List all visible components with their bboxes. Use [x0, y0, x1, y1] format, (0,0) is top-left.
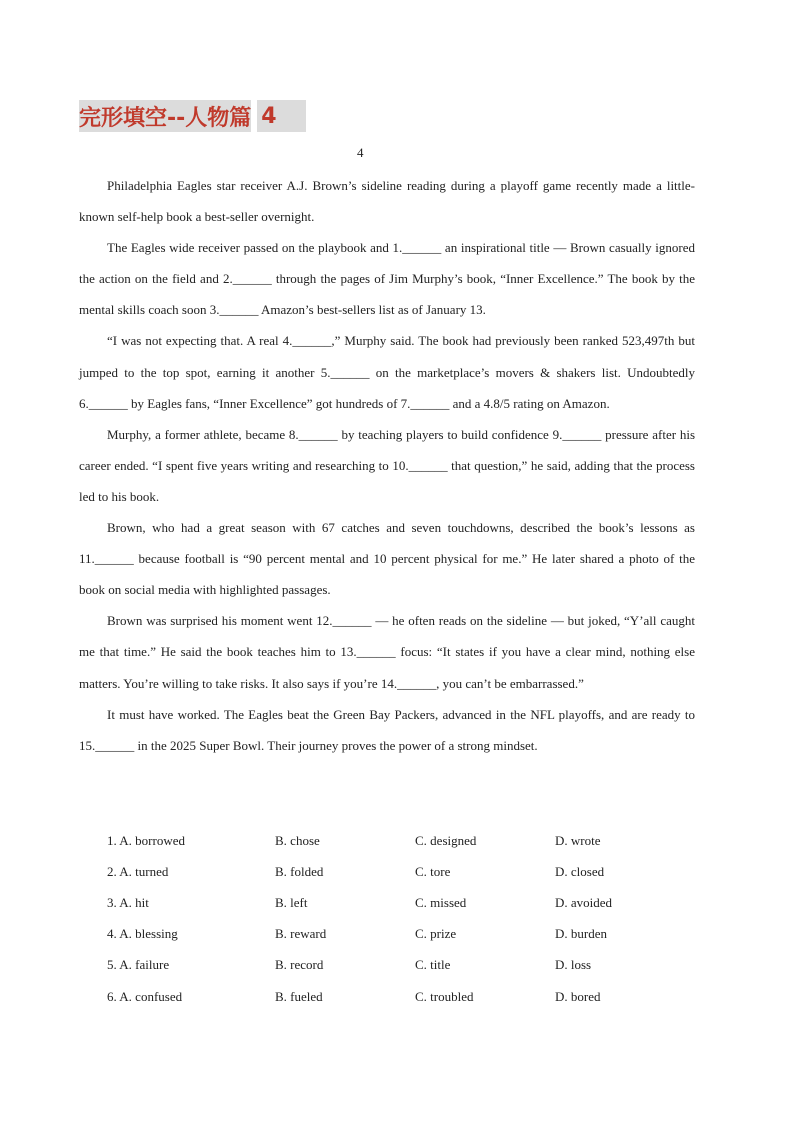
- option-b: B. reward: [275, 926, 327, 942]
- option-row: [107, 887, 707, 918]
- paragraph-3: “I was not expecting that. A real 4.______,” Murphy said. The book had previously been ranked 523,497th but jumped to the top spot, earning it another 5.______ on the marketplace’s movers & shakers list. Undoubtedly 6.______ by Eagles fans, “Inner Excellence” got hundreds of 7.______ and a 4.8/5 rating on Amazon.: [79, 333, 695, 411]
- option-b: B. chose: [275, 832, 320, 848]
- option-c: C. missed: [415, 894, 467, 910]
- article-body: [79, 170, 695, 761]
- option-c: C. designed: [415, 832, 477, 848]
- option-d: D. wrote: [555, 832, 601, 848]
- option-row: [107, 825, 707, 856]
- page-title: 完形填空--人物篇: [79, 105, 252, 131]
- paragraph-1: Philadelphia Eagles star receiver A.J. Brown’s sideline reading during a playoff game recently made a little-known self-help book a best-seller overnight.: [79, 178, 695, 225]
- paragraph-7: It must have worked. The Eagles beat the Green Bay Packers, advanced in the NFL playoffs, and are ready to 15.______ in the 2025 Super Bowl. Their journey proves the power of a strong mindset.: [79, 706, 695, 753]
- option-row: [107, 950, 707, 981]
- paragraph-2: The Eagles wide receiver passed on the playbook and 1.______ an inspirational title — Brown casually ignored the action on the field and 2.______ through the pages of Jim Murphy’s book, “Inner Excellence.” The book by the mental skills coach soon 3.______ Amazon’s best-sellers list as of January 13.: [79, 240, 695, 318]
- title-banner: [79, 100, 306, 132]
- option-c: C. prize: [415, 926, 457, 942]
- option-d: D. loss: [555, 957, 592, 973]
- option-a: 1. A. borrowed: [107, 832, 185, 848]
- option-row: [107, 919, 707, 950]
- option-a: 6. A. confused: [107, 988, 183, 1004]
- option-c: C. troubled: [415, 988, 474, 1004]
- option-b: B. record: [275, 957, 324, 973]
- option-b: B. folded: [275, 863, 324, 879]
- option-d: D. closed: [555, 863, 605, 879]
- option-b: B. fueled: [275, 988, 323, 1004]
- paragraph-5: Brown, who had a great season with 67 catches and seven touchdowns, described the book’s lessons as 11.______ because football is “90 percent mental and 10 percent physical for me.” He later shared a photo of the book on social media with highlighted passages.: [79, 520, 695, 598]
- option-row: [107, 981, 707, 1012]
- option-a: 5. A. failure: [107, 957, 170, 973]
- option-d: D. bored: [555, 988, 601, 1004]
- option-d: D. avoided: [555, 894, 613, 910]
- option-a: 3. A. hit: [107, 894, 149, 910]
- option-row: [107, 856, 707, 887]
- answer-options: [107, 825, 707, 1012]
- option-a: 4. A. blessing: [107, 926, 178, 942]
- paragraph-6: Brown was surprised his moment went 12.______ — he often reads on the sideline — but joked, “Y’all caught me that time.” He said the book teaches him to 13.______ focus: “It states if you have a clear mind, nothing else matters. You’re willing to take risks. It also says if you’re 14.______, you can’t be embarrassed.”: [79, 613, 695, 691]
- option-b: B. left: [275, 894, 308, 910]
- option-c: C. title: [415, 957, 451, 973]
- option-a: 2. A. turned: [107, 863, 169, 879]
- paragraph-4: Murphy, a former athlete, became 8.______ by teaching players to build confidence 9.______ pressure after his career ended. “I spent five years writing and researching to 10.______ that question,” he said, adding that the process led to his book.: [79, 426, 695, 504]
- title-number: 4: [261, 103, 277, 129]
- page-number: 4: [357, 145, 364, 160]
- option-c: C. tore: [415, 863, 451, 879]
- option-d: D. burden: [555, 926, 607, 942]
